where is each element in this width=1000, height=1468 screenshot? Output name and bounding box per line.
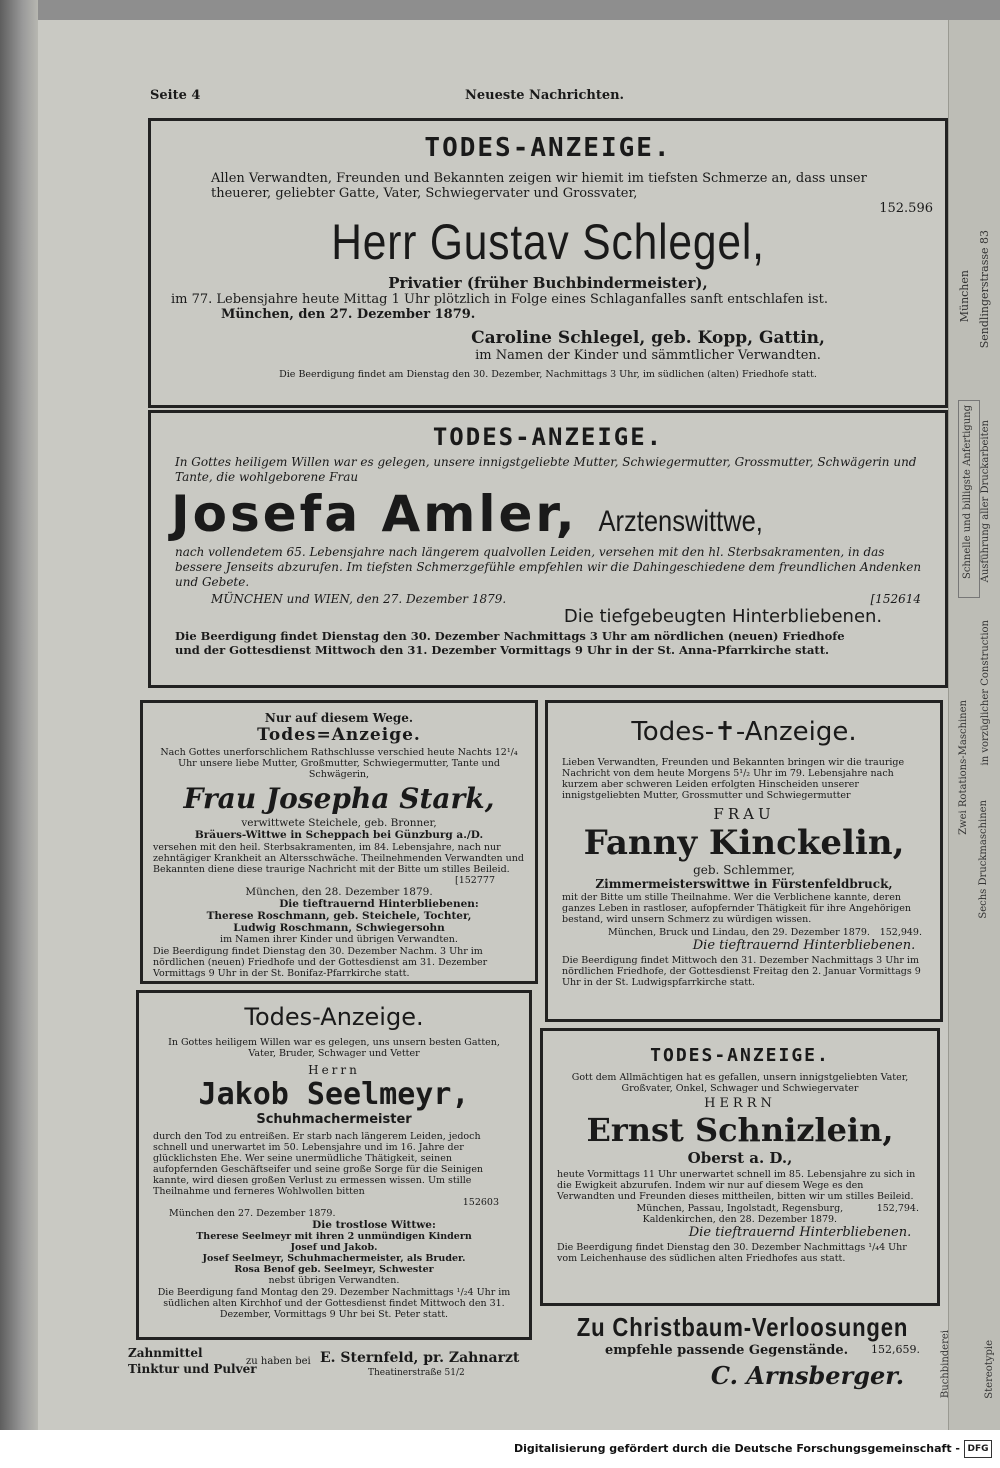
death-notice-seelmeyr [136,990,532,1340]
deceased-occupation: Oberst a. D., [687,1149,793,1167]
notice-text: versehen mit den heil. Sterbsakramenten, im 84. Lebensjahre, nach nur zehntägiger Krankheit an Altersschwäche. Theilnehmenden Verwandten und Bekannten diene diese traurige Nachricht mit der Bitte um stilles Beileid. [153,842,524,875]
signer-5: nebst übrigen Verwandten. [268,1275,400,1286]
deceased-sub2: Zimmermeisterswittwe in Fürstenfeldbruck, [595,877,893,891]
burial-info: Die Beerdigung fand Montag den 29. Dezember Nachmittags ¹/₂4 Uhr im südlichen alten Kirchhof und der Gottesdienst findet Mittwoch den 31. Dezember, Vormittags 9 Uhr bei St. Peter statt. [157,1287,511,1320]
margin-text-7: Sechs Druckmaschinen [978,800,989,919]
burial-info: Die Beerdigung findet am Dienstag den 30. Dezember, Nachmittags 3 Uhr, im südlichen (alten) Friedhofe statt. [279,369,817,380]
signer: Die trostlose Wittwe: [312,1219,436,1231]
advert-left-1: Zahnmittel [128,1346,203,1360]
death-notice-amler [148,410,948,688]
margin-text-4: Ausführung aller Druckarbeiten [980,420,991,583]
signer-2: Ludwig Roschmann, Schwiegersohn [233,922,445,934]
notice-code: 152.596 [879,201,933,216]
notice-intro: In Gottes heiligem Willen war es gelegen, uns unsern besten Gatten, Vater, Bruder, Schwager und Vetter [168,1037,500,1059]
place-date: München den 27. Dezember 1879. [169,1208,336,1219]
herrn-label: HERRN [704,1096,776,1111]
advert-title: Zu Christbaum-Verloosungen [576,1312,909,1342]
signer-3: Josef Seelmeyr, Schuhmachermeister, als Bruder. [202,1253,466,1264]
place-date: München, den 28. Dezember 1879. [245,886,433,898]
burial-info-1: Die Beerdigung findet Dienstag den 30. Dezember Nachmittags 3 Uhr am nördlichen (neuen) Friedhofe [175,629,845,643]
margin-text-6: Zwei Rotations-Maschinen [958,700,969,835]
place-date: München, Passau, Ingolstadt, Regensburg, Kaldenkirchen, den 28. Dezember 1879. [636,1203,844,1225]
signer: Die tieftrauernd Hinterbliebenen. [692,938,916,953]
notice-title: Todes=Anzeige. [257,725,421,745]
advert-mid: zu haben bei [246,1356,311,1367]
notice-title: Todes-Anzeige. [244,1003,424,1031]
advert-name: E. Sternfeld, pr. Zahnarzt [320,1350,520,1366]
signer-2: Josef und Jakob. [290,1242,378,1253]
signer: Die tiefgebeugten Hinterbliebenen. [563,606,883,627]
margin-text-9: Stereotypie [984,1340,995,1399]
footer-bar [0,1430,1000,1468]
deceased-name: Jakob Seelmeyr, [198,1077,470,1112]
notice-preface: Nur auf diesem Wege. [264,711,414,725]
deceased-name: Frau Josepha Stark, [183,782,495,815]
notice-intro: Lieben Verwandten, Freunden und Bekannten bringen wir die traurige Nachricht von dem heute Morgens 5¹/₂ Uhr im 79. Lebensjahre nach kurzem aber schweren Leiden erfolgten Hinscheiden unserer innigstgeliebten Mutter, Grossmutter und Schwiegermutter [562,757,905,801]
deceased-name: Josefa Amler, [171,485,578,543]
margin-text-3: Schnelle und billigste Anfertigung [962,405,973,580]
burial-info: Die Beerdigung findet Dienstag den 30. Dezember Nachm. 3 Uhr im nördlichen (neuen) Friedhofe und der Gottesdienst am 31. Dezember Vormittags 9 Uhr in der St. Bonifaz-Pfarrkirche statt. [153,946,488,979]
signer-note: im Namen der Kinder und sämmtlicher Verwandten. [475,348,821,363]
notice-text: heute Vormittags 11 Uhr unerwartet schnell im 85. Lebensjahre zu sich in die Ewigkeit abzurufen. Indem wir nur auf diesem Wege es den Verwandten und Freunden dieses mittheilen, bitten wir um stilles Beileid. [557,1169,916,1202]
notice-intro: Gott dem Allmächtigen hat es gefallen, unsern innigstgeliebten Vater, Großvater, Onkel, Schwager und Schwiegervater [571,1072,909,1094]
page-number: Seite 4 [150,88,201,103]
notice-text: im 77. Lebensjahre heute Mittag 1 Uhr plötzlich in Folge eines Schlaganfalles sanft entschlafen ist. [171,292,828,307]
signer: Die tieftrauernd Hinterbliebenen: [279,898,479,910]
deceased-name: Ernst Schnizlein, [586,1111,894,1149]
notice-intro: Allen Verwandten, Freunden und Bekannten zeigen wir hiemit im tiefsten Schmerze an, dass unser theuerer, geliebter Gatte, Vater, Schwiegervater und Grossvater, [211,171,867,201]
notice-intro: In Gottes heiligem Willen war es gelegen, unsere innigstgeliebte Mutter, Schwiegermutter, Grossmutter, Schwägerin und Tante, die wohlgeborene Frau [175,455,917,484]
place-date: München, den 27. Dezember 1879. [221,307,476,322]
signer-4: Rosa Benof geb. Seelmeyr, Schwester [234,1264,434,1275]
advert-text: empfehle passende Gegenstände. [605,1343,849,1358]
dfg-logo: DFG [964,1440,992,1458]
place-date: MÜNCHEN und WIEN, den 27. Dezember 1879. [211,592,507,606]
deceased-sub2: Bräuers-Wittwe in Scheppach bei Günzburg a./D. [194,829,484,841]
signer-1: Therese Seelmeyr mit ihren 2 unmündigen Kindern [196,1231,472,1242]
notice-intro: Nach Gottes unerforschlichem Rathschlusse verschied heute Nachts 12¹/₄ Uhr unsere liebe Mutter, Großmutter, Schwiegermutter, Tante und Schwägerin, [160,747,518,780]
herrn-label: Herrn [308,1063,360,1077]
frau-label: FRAU [713,805,775,823]
signer-1: Therese Roschmann, geb. Steichele, Tochter, [206,910,472,922]
notice-code: 152,794. [876,1203,919,1214]
deceased-occupation: Schuhmachermeister [256,1112,412,1127]
advert-name: C. Arnsberger. [710,1361,905,1390]
deceased-sub1: verwittwete Steichele, geb. Bronner, [241,817,437,829]
notice-title: TODES-ANZEIGE. [432,423,664,451]
signer: Die tieftrauernd Hinterbliebenen. [688,1225,912,1240]
burial-info: Die Beerdigung findet Dienstag den 30. Dezember Nachmittags ¹/₄4 Uhr vom Leichenhause des südlichen alten Friedhofes aus statt. [557,1242,907,1264]
notice-title: Todes-✝-Anzeige. [631,717,857,747]
deceased-occupation: Arztenswittwe, [598,505,763,538]
signer: Caroline Schlegel, geb. Kopp, Gattin, [471,328,825,348]
notice-text: mit der Bitte um stille Theilnahme. Wer die Verblichene kannte, deren ganzes Leben in rastloser, aufopfernder Thätigkeit für ihre Angehörigen bestand, wird unsern Schmerz zu würdigen wissen. [562,892,911,925]
notice-code: 152603 [462,1197,499,1208]
advert-arnsberger [545,1312,940,1390]
burial-info-2: und der Gottesdienst Mittwoch den 31. Dezember Vormittags 9 Uhr in der St. Anna-Pfarrkirche statt. [175,643,830,657]
notice-text: nach vollendetem 65. Lebensjahre nach längerem qualvollen Leiden, versehen mit den hl. Sterbsakramenten, in das bessere Jenseits abzurufen. Im tiefsten Schmerzgefühle empfehlen wir die Dahingeschiedene dem freundlichen Andenken und Gebete. [175,545,922,589]
death-notice-schlegel [148,118,948,408]
burial-info: Die Beerdigung findet Mittwoch den 31. Dezember Nachmittags 3 Uhr im nördlichen Friedhofe, der Gottesdienst Freitag den 2. Januar Vormittags 9 Uhr in der St. Ludwigspfarrkirche statt. [562,955,921,988]
deceased-name: Herr Gustav Schlegel, [331,214,765,270]
notice-code: [152777 [455,875,495,886]
death-notice-schnizlein [540,1028,940,1306]
advert-address: Theatinerstraße 51/2 [368,1368,465,1378]
margin-text-5: in vorzüglicher Construction [980,620,991,766]
newspaper-title: Neueste Nachrichten. [465,88,625,103]
death-notice-stark [140,700,538,984]
place-date: München, Bruck und Lindau, den 29. Dezember 1879. [608,927,870,938]
margin-text-8: Buchbinderei [940,1330,951,1399]
margin-text-1: München [958,270,971,323]
deceased-name: Fanny Kinckelin, [583,823,905,863]
signer-3: im Namen ihrer Kinder und übrigen Verwandten. [220,934,458,945]
advert-sternfeld [128,1346,538,1380]
notice-title: TODES-ANZEIGE. [650,1045,830,1066]
footer-text: Digitalisierung gefördert durch die Deutsche Forschungsgemeinschaft - [513,1442,960,1455]
deceased-sub1: geb. Schlemmer, [693,863,795,877]
death-notice-kinckelin [545,700,943,1022]
advert-left-2: Tinktur und Pulver [128,1362,257,1376]
advert-code: 152,659. [871,1343,920,1356]
deceased-occupation: Privatier (früher Buchbindermeister), [388,274,708,292]
margin-text-2: Sendlingerstrasse 83 [978,230,991,349]
notice-title: TODES-ANZEIGE. [424,133,672,163]
notice-code: 152,949. [879,927,922,938]
notice-code: [152614 [870,592,921,606]
book-spine [0,0,38,1468]
adjacent-page-margin [948,20,1000,1430]
notice-text: durch den Tod zu entreißen. Er starb nach längerem Leiden, jedoch schnell und unerwartet im 50. Lebensjahre und im 16. Jahre der glücklichsten Ehe. Wer seine unermüdliche Thätigkeit, seinen aufopfernden Geschäftseifer und seine große Sorge für die Seinigen kannte, wird diesen großen Verlust zu ermessen wissen. Um stille Theilnahme und ferneres Wohlwollen bitten [153,1131,484,1197]
